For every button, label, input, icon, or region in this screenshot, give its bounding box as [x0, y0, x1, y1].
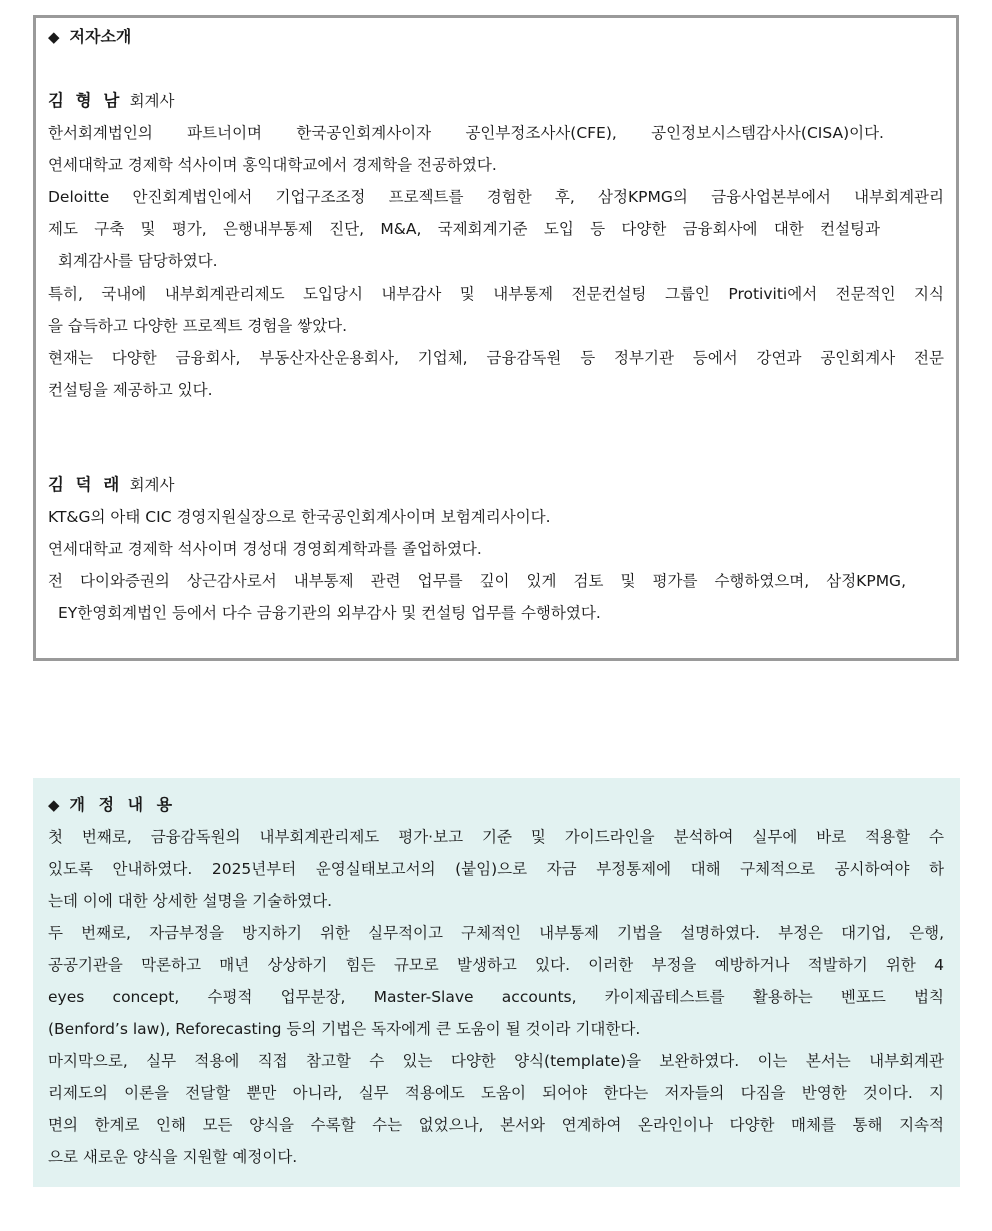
revision-line: 면의 한계로 인해 모든 양식을 수록할 수는 없었으나, 본서와 연계하여 온라인이나 다양한 매체를 통해 지속적 [48, 1116, 944, 1134]
author-1-bio-line: 현재는 다양한 금융회사, 부동산자산운용회사, 기업체, 금융감독원 등 정부기관 등에서 강연과 공인회계사 전문 [48, 349, 944, 367]
author-2-bio-line: EY한영회계법인 등에서 다수 금융기관의 외부감사 및 컨설팅 업무를 수행하였다. [58, 604, 601, 622]
author-name-1: 김 형 남 회계사 [48, 91, 175, 110]
author-1-bio-line: 제도 구축 및 평가, 은행내부통제 진단, M&A, 국제회계기준 도입 등 다양한 금융회사에 대한 컨설팅과 [48, 220, 880, 238]
revision-line: 공공기관을 막론하고 매년 상상하기 힘든 규모로 발생하고 있다. 이러한 부정을 예방하거나 적발하기 위한 4 [48, 956, 944, 974]
author-1-bio-line: Deloitte 안진회계법인에서 기업구조조정 프로젝트를 경험한 후, 삼정KPMG의 금융사업본부에서 내부회계관리 [48, 188, 944, 206]
revision-line: 있도록 안내하였다. 2025년부터 운영실태보고서의 (붙임)으로 자금 부정통제에 대해 구체적으로 공시하여야 하 [48, 860, 944, 878]
revision-line: 첫 번째로, 금융감독원의 내부회계관리제도 평가·보고 기준 및 가이드라인을 분석하여 실무에 바로 적용할 수 [48, 828, 944, 846]
diamond-bullet-icon: ◆ [48, 28, 60, 46]
revision-line: 리제도의 이론을 전달할 뿐만 아니라, 실무 적용에도 도움이 되어야 한다는 저자들의 다짐을 반영한 것이다. 지 [48, 1084, 944, 1102]
author-intro-header: ◆ 저자소개 [48, 27, 132, 46]
author-1-bio-line: 연세대학교 경제학 석사이며 홍익대학교에서 경제학을 전공하였다. [48, 156, 497, 174]
author-1-bio-line: 회계감사를 담당하였다. [58, 252, 218, 270]
author-name-2: 김 덕 래 회계사 [48, 475, 175, 494]
diamond-bullet-icon: ◆ [48, 796, 60, 814]
author-1-bio-line: 컨설팅을 제공하고 있다. [48, 381, 213, 399]
author-2-bio-line: 연세대학교 경제학 석사이며 경성대 경영회계학과를 졸업하였다. [48, 540, 482, 558]
author-1-bio-line: 을 습득하고 다양한 프로젝트 경험을 쌓았다. [48, 317, 348, 335]
revision-header: ◆ 개 정 내 용 [48, 795, 177, 814]
revision-line: 마지막으로, 실무 적용에 직접 참고할 수 있는 다양한 양식(template)을 보완하였다. 이는 본서는 내부회계관 [48, 1052, 944, 1070]
author-1-bio-line: 특히, 국내에 내부회계관리제도 도입당시 내부감사 및 내부통제 전문컨설팅 그룹인 Protiviti에서 전문적인 지식 [48, 285, 944, 303]
revision-line: 두 번째로, 자금부정을 방지하기 위한 실무적이고 구체적인 내부통제 기법을 설명하였다. 부정은 대기업, 은행, [48, 924, 944, 942]
revision-line: (Benford’s law), Reforecasting 등의 기법은 독자에게 큰 도움이 될 것이라 기대한다. [48, 1020, 641, 1038]
author-2-bio-line: 전 다이와증권의 상근감사로서 내부통제 관련 업무를 깊이 있게 검토 및 평가를 수행하였으며, 삼정KPMG, [48, 572, 906, 590]
author-2-bio-line: KT&G의 아태 CIC 경영지원실장으로 한국공인회계사이며 보험계리사이다. [48, 508, 551, 526]
revision-line: 는데 이에 대한 상세한 설명을 기술하였다. [48, 892, 333, 910]
author-1-bio-line: 한서회계법인의 파트너이며 한국공인회계사이자 공인부정조사사(CFE), 공인정보시스템감사사(CISA)이다. [48, 124, 884, 142]
revision-line: 으로 새로운 양식을 지원할 예정이다. [48, 1148, 298, 1166]
revision-line: eyes concept, 수평적 업무분장, Master-Slave accounts, 카이제곱테스트를 활용하는 벤포드 법칙 [48, 988, 944, 1006]
